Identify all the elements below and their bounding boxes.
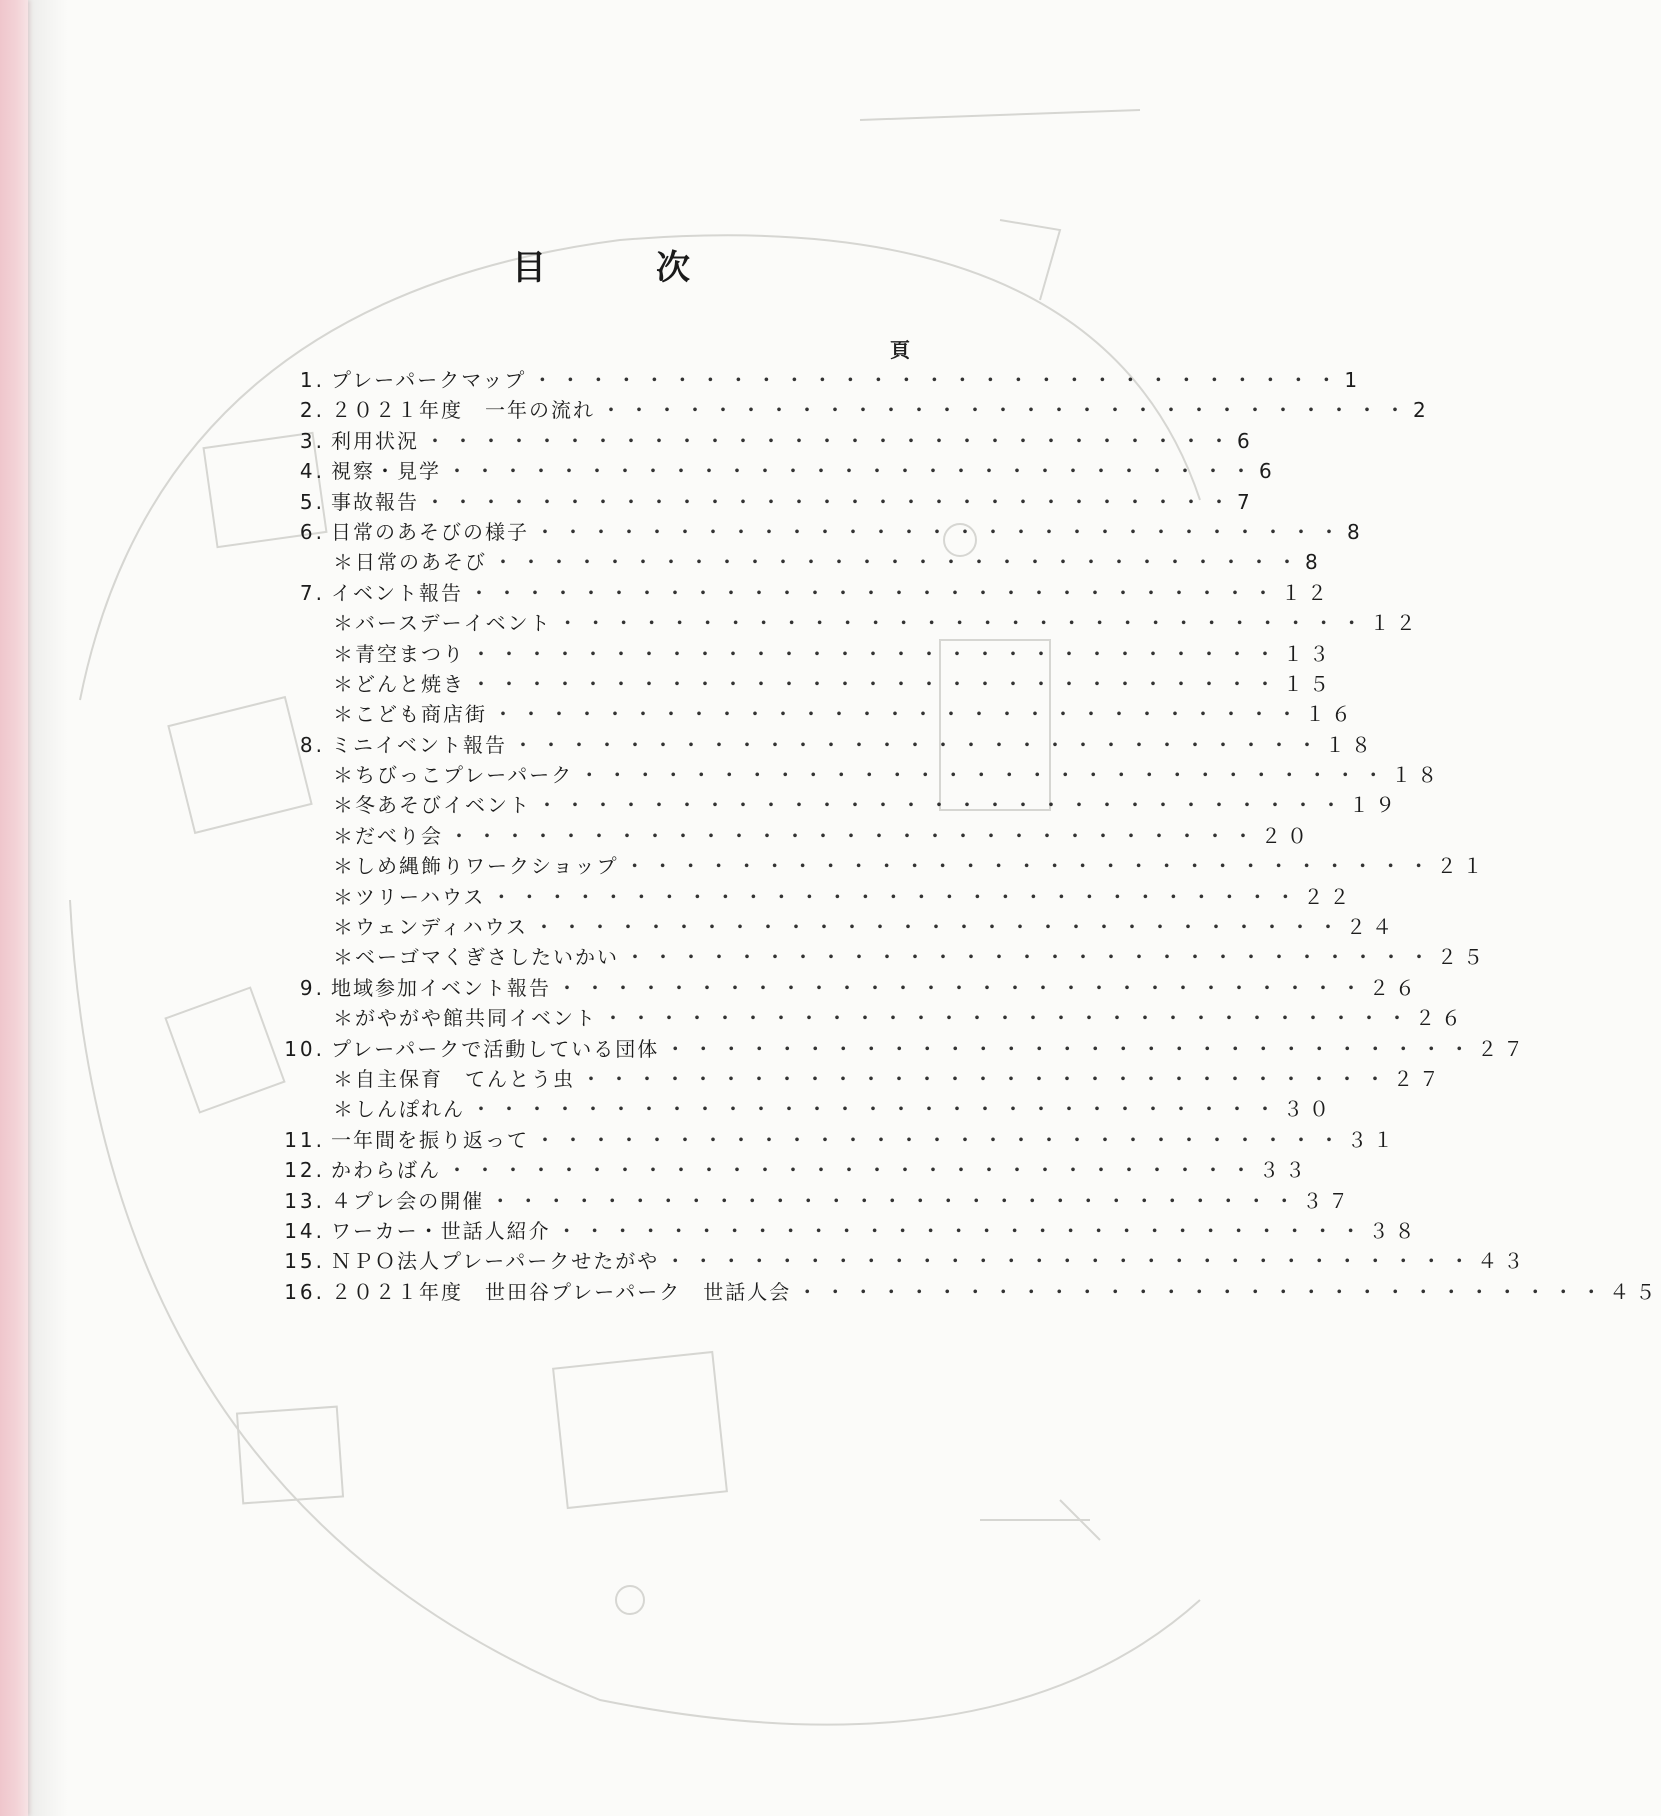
dot-leader: ・・・・・・・・・・・・・・・・・・・・・・・・・・・・・: [624, 854, 1437, 879]
toc-entry: [250, 1215, 1421, 1245]
dot-leader: ・・・・・・・・・・・・・・・・・・・・・・・・・・・・・: [601, 398, 1413, 423]
toc-entry-title: ２０２１年度 一年の流れ: [331, 398, 595, 423]
toc-entry-title: ４プレ会の開催: [331, 1188, 485, 1213]
toc-entry-title: ＊ウェンディハウス: [333, 915, 528, 940]
toc-entry-page: ２２: [1303, 884, 1356, 909]
toc-subentry: [250, 546, 1324, 576]
toc-entry: [250, 1276, 1661, 1306]
toc-entry-number: 13.: [284, 1188, 325, 1213]
toc-entry: [250, 1245, 1530, 1275]
toc-entry-page: ２１: [1436, 854, 1489, 879]
toc-subentry: [250, 850, 1489, 880]
toc-entry-title: 一年間を振り返って: [331, 1127, 529, 1152]
toc-entry-title: ミニイベント報告: [331, 732, 507, 757]
toc-entry-page: １８: [1391, 763, 1444, 788]
toc-entry-page: １６: [1305, 702, 1357, 727]
toc-entry-page: ４５: [1609, 1279, 1661, 1304]
toc-entry-page: ２６: [1369, 975, 1421, 1000]
toc-entry: [250, 364, 1364, 394]
toc-entry-title: プレーパークマップ: [331, 368, 527, 392]
toc-entry-number: 14.: [284, 1218, 325, 1243]
toc-entry-page: １２: [1369, 611, 1422, 636]
toc-entry-page: ３７: [1302, 1188, 1355, 1213]
toc-entry-title: イベント報告: [331, 580, 463, 605]
page-column-header: 頁: [890, 338, 910, 362]
dot-leader: ・・・・・・・・・・・・・・・・・・・・・・・・・・・・・: [491, 884, 1304, 909]
dot-leader: ・・・・・・・・・・・・・・・・・・・・・・・・・・・・・: [447, 1158, 1259, 1183]
dot-leader: ・・・・・・・・・・・・・・・・・・・・・・・・・・・・・: [469, 580, 1281, 605]
toc-entry-title: ＊だべり会: [333, 823, 443, 848]
toc-entry-title: 事故報告: [331, 489, 419, 514]
toc-subentry: [250, 607, 1422, 637]
toc-entry-page: ２７: [1393, 1066, 1445, 1091]
toc-entry-number: 4.: [299, 459, 325, 484]
toc-subentry: [250, 759, 1444, 789]
toc-entry-page: ３０: [1283, 1097, 1335, 1122]
toc-entry-title: ＊日常のあそび: [333, 550, 487, 575]
dot-leader: ・・・・・・・・・・・・・・・・・・・・・・・・・・・・・: [425, 489, 1237, 514]
toc-entry-page: ２４: [1346, 915, 1398, 940]
toc-entry-page: ３８: [1368, 1218, 1421, 1243]
dot-leader: ・・・・・・・・・・・・・・・・・・・・・・・・・・・・・: [493, 550, 1305, 575]
toc-entry-number: 5.: [299, 489, 325, 514]
toc-entry-number: 6.: [299, 519, 325, 544]
toc-entry-title: プレーパークで活動している団体: [331, 1036, 660, 1061]
toc-entry-title: ＊冬あそびイベント: [333, 793, 531, 818]
toc-entry-page: 6: [1259, 459, 1278, 484]
toc-entry-title: ＊どんと焼き: [333, 671, 465, 696]
toc-entry-page: １３: [1283, 641, 1335, 666]
toc-entry-page: １９: [1349, 793, 1401, 818]
toc-entry-title: 日常のあそびの様子: [331, 519, 529, 544]
toc-entry-page: １２: [1281, 580, 1333, 605]
toc-entry-title: ＊ツリーハウス: [333, 884, 486, 909]
toc-entry: [250, 577, 1333, 607]
toc-entry: [250, 1154, 1311, 1184]
table-of-contents: [250, 364, 1661, 1306]
toc-entry-title: ＊がやがや館共同イベント: [333, 1006, 597, 1031]
dot-leader: ・・・・・・・・・・・・・・・・・・・・・・・・・・・・・: [537, 793, 1349, 818]
dot-leader: ・・・・・・・・・・・・・・・・・・・・・・・・・・・・・: [447, 459, 1259, 484]
dot-leader: ・・・・・・・・・・・・・・・・・・・・・・・・・・・・・: [556, 1218, 1369, 1243]
toc-entry: [250, 729, 1377, 759]
dot-leader: ・・・・・・・・・・・・・・・・・・・・・・・・・・・・・: [535, 519, 1347, 544]
dot-leader: ・・・・・・・・・・・・・・・・・・・・・・・・・・・・・: [665, 1249, 1478, 1274]
toc-entry-number: 11.: [284, 1127, 325, 1152]
toc-entry: [250, 486, 1256, 516]
toc-entry-title: ＊青空まつり: [333, 641, 465, 666]
dot-leader: ・・・・・・・・・・・・・・・・・・・・・・・・・・・・・: [490, 1188, 1303, 1213]
toc-entry: [250, 455, 1278, 485]
toc-entry-page: ３１: [1347, 1127, 1399, 1152]
dot-leader: ・・・・・・・・・・・・・・・・・・・・・・・・・・・・・: [557, 975, 1369, 1000]
toc-subentry: [250, 1063, 1445, 1093]
dot-leader: ・・・・・・・・・・・・・・・・・・・・・・・・・・・・・: [471, 1097, 1283, 1122]
dot-leader: ・・・・・・・・・・・・・・・・・・・・・・・・・・・・・: [557, 611, 1370, 636]
toc-entry-page: １５: [1283, 671, 1335, 696]
dot-leader: ・・・・・・・・・・・・・・・・・・・・・・・・・・・・・: [534, 915, 1346, 940]
toc-entry-title: ＊しんぽれん: [333, 1097, 465, 1122]
toc-entry-page: 7: [1237, 489, 1256, 514]
toc-entry-title: ＊こども商店街: [333, 702, 487, 727]
toc-entry-title: ＮＰＯ法人プレーパークせたがや: [331, 1249, 660, 1274]
dot-leader: ・・・・・・・・・・・・・・・・・・・・・・・・・・・・・: [471, 641, 1283, 666]
dot-leader: ・・・・・・・・・・・・・・・・・・・・・・・・・・・・・: [581, 1066, 1393, 1091]
toc-entry: [250, 516, 1366, 546]
toc-entry-title: ＊ベーゴマくぎさしたいかい: [333, 945, 619, 970]
toc-entry-number: 8.: [299, 732, 325, 757]
toc-entry-page: 1: [1344, 368, 1364, 392]
toc-entry: [250, 1185, 1355, 1215]
toc-entry: [250, 972, 1421, 1002]
toc-entry: [250, 1124, 1399, 1154]
toc-subentry: [250, 911, 1398, 941]
toc-entry-title: ＊しめ縄飾りワークショップ: [333, 854, 619, 879]
dot-leader: ・・・・・・・・・・・・・・・・・・・・・・・・・・・・・: [625, 945, 1437, 970]
toc-entry-number: 10.: [284, 1036, 325, 1061]
toc-subentry: [250, 881, 1356, 911]
toc-entry-number: 3.: [299, 428, 325, 453]
toc-entry-number: 9.: [299, 975, 325, 1000]
page-title: 目 次: [512, 248, 728, 288]
toc-entry-number: 1.: [299, 368, 325, 392]
toc-subentry: [250, 638, 1335, 668]
dot-leader: ・・・・・・・・・・・・・・・・・・・・・・・・・・・・・: [532, 368, 1345, 392]
toc-entry-page: 6: [1237, 428, 1256, 453]
toc-entry-page: ４３: [1477, 1249, 1530, 1274]
toc-subentry: [250, 1093, 1335, 1123]
dot-leader: ・・・・・・・・・・・・・・・・・・・・・・・・・・・・・: [603, 1006, 1415, 1031]
toc-entry-page: ２０: [1261, 823, 1313, 848]
dot-leader: ・・・・・・・・・・・・・・・・・・・・・・・・・・・・・: [665, 1036, 1478, 1061]
toc-entry-page: ２５: [1437, 945, 1489, 970]
dot-leader: ・・・・・・・・・・・・・・・・・・・・・・・・・・・・・: [535, 1127, 1347, 1152]
dot-leader: ・・・・・・・・・・・・・・・・・・・・・・・・・・・・・: [493, 702, 1305, 727]
toc-entry-title: ＊自主保育 てんとう虫: [333, 1066, 575, 1091]
toc-subentry: [250, 1002, 1467, 1032]
toc-entry: [250, 425, 1256, 455]
toc-entry-page: 8: [1305, 550, 1324, 575]
toc-entry-number: 2.: [299, 398, 325, 423]
toc-entry-title: ＊バースデーイベント: [333, 611, 552, 636]
toc-entry-number: 12.: [284, 1158, 325, 1183]
toc-entry-title: 利用状況: [331, 428, 419, 453]
dot-leader: ・・・・・・・・・・・・・・・・・・・・・・・・・・・・・: [449, 823, 1261, 848]
toc-subentry: [250, 698, 1357, 728]
toc-subentry: [250, 789, 1401, 819]
toc-entry-title: 視察・見学: [331, 459, 441, 484]
toc-subentry: [250, 668, 1335, 698]
toc-subentry: [250, 820, 1313, 850]
dot-leader: ・・・・・・・・・・・・・・・・・・・・・・・・・・・・・: [471, 671, 1283, 696]
toc-entry-page: １８: [1325, 732, 1377, 757]
toc-entry-number: 15.: [284, 1249, 325, 1274]
toc-entry-title: かわらばん: [331, 1158, 441, 1183]
toc-entry-title: 地域参加イベント報告: [331, 975, 551, 1000]
toc-entry-page: ２６: [1415, 1006, 1467, 1031]
toc-entry-page: ３３: [1259, 1158, 1311, 1183]
toc-subentry: [250, 941, 1489, 971]
toc-entry-number: 7.: [299, 580, 325, 605]
toc-entry-page: 2: [1413, 398, 1432, 423]
dot-leader: ・・・・・・・・・・・・・・・・・・・・・・・・・・・・・: [579, 763, 1392, 788]
toc-entry-page: ２７: [1477, 1036, 1530, 1061]
toc-entry-page: 8: [1347, 519, 1366, 544]
dot-leader: ・・・・・・・・・・・・・・・・・・・・・・・・・・・・・: [797, 1279, 1610, 1304]
toc-entry-title: ワーカー・世話人紹介: [331, 1218, 551, 1243]
toc-entry-title: ＊ちびっこプレーパーク: [333, 763, 574, 788]
toc-entry-number: 16.: [284, 1279, 325, 1304]
dot-leader: ・・・・・・・・・・・・・・・・・・・・・・・・・・・・・: [513, 732, 1325, 757]
dot-leader: ・・・・・・・・・・・・・・・・・・・・・・・・・・・・・: [425, 428, 1237, 453]
toc-entry: [250, 394, 1432, 424]
toc-entry: [250, 1033, 1530, 1063]
toc-entry-title: ２０２１年度 世田谷プレーパーク 世話人会: [331, 1279, 792, 1304]
